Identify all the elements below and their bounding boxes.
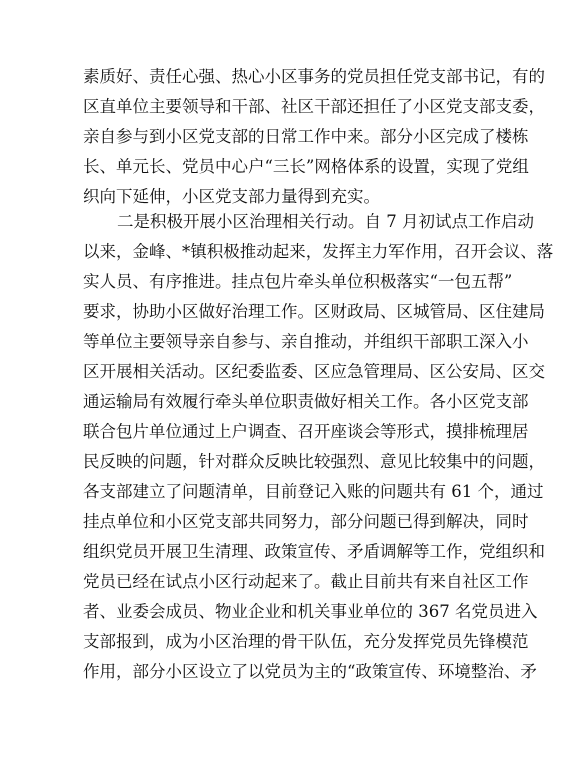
paragraph-2-line: 区开展相关活动。区纪委监委、区应急管理局、区公安局、区交 [83,362,545,381]
paragraph-1 [83,62,545,212]
paragraph-1-line: 素质好、责任心强、热心小区事务的党员担任党支部书记，有的 [83,67,545,86]
paragraph-2-line: 各支部建立了问题清单，目前登记入账的问题共有 61 个，通过 [83,482,544,501]
paragraph-2-line: 者、业委会成员、物业企业和机关事业单位的 367 名党员进入 [83,602,538,621]
paragraph-2-line: 党员已经在试点小区行动起来了。截止目前共有来自社区工作 [83,572,529,591]
paragraph-2-line: 组织党员开展卫生清理、政策宣传、矛盾调解等工作，党组织和 [83,542,545,561]
paragraph-2 [83,207,554,687]
paragraph-2-line: 挂点单位和小区党支部共同努力，部分问题已得到解决，同时 [83,512,529,531]
paragraph-1-line: 区直单位主要领导和干部、社区干部还担任了小区党支部支委， [83,97,545,116]
paragraph-2-line: 实人员、有序推进。挂点包片牵头单位积极落实“一包五帮” [83,272,513,291]
paragraph-2-line: 等单位主要领导亲自参与、亲自推动，并组织干部职工深入小 [83,332,529,351]
paragraph-2-line: 要求，协助小区做好治理工作。区财政局、区城管局、区住建局 [83,302,545,321]
paragraph-2-line: 支部报到，成为小区治理的骨干队伍，充分发挥党员先锋模范 [83,632,529,651]
paragraph-1-line: 织向下延伸，小区党支部力量得到充实。 [83,187,380,206]
paragraph-2-line: 通运输局有效履行牵头单位职责做好相关工作。各小区党支部 [83,392,529,411]
paragraph-2-line: 以来，金峰、*镇积极推动起来，发挥主力军作用，召开会议、落 [83,242,554,261]
paragraph-2-line: 联合包片单位通过上户调查、召开座谈会等形式，摸排梳理居 [83,422,529,441]
paragraph-2-line: 二是积极开展小区治理相关行动。自 7 月初试点工作启动 [117,212,534,231]
paragraph-1-line: 长、单元长、党员中心户“三长”网格体系的设置，实现了党组 [83,157,529,176]
paragraph-2-line: 民反映的问题，针对群众反映比较强烈、意见比较集中的问题， [83,452,545,471]
paragraph-2-line: 作用，部分小区设立了以党员为主的“政策宣传、环境整治、矛 [83,662,537,681]
paragraph-1-line: 亲自参与到小区党支部的日常工作中来。部分小区完成了楼栋 [83,127,529,146]
